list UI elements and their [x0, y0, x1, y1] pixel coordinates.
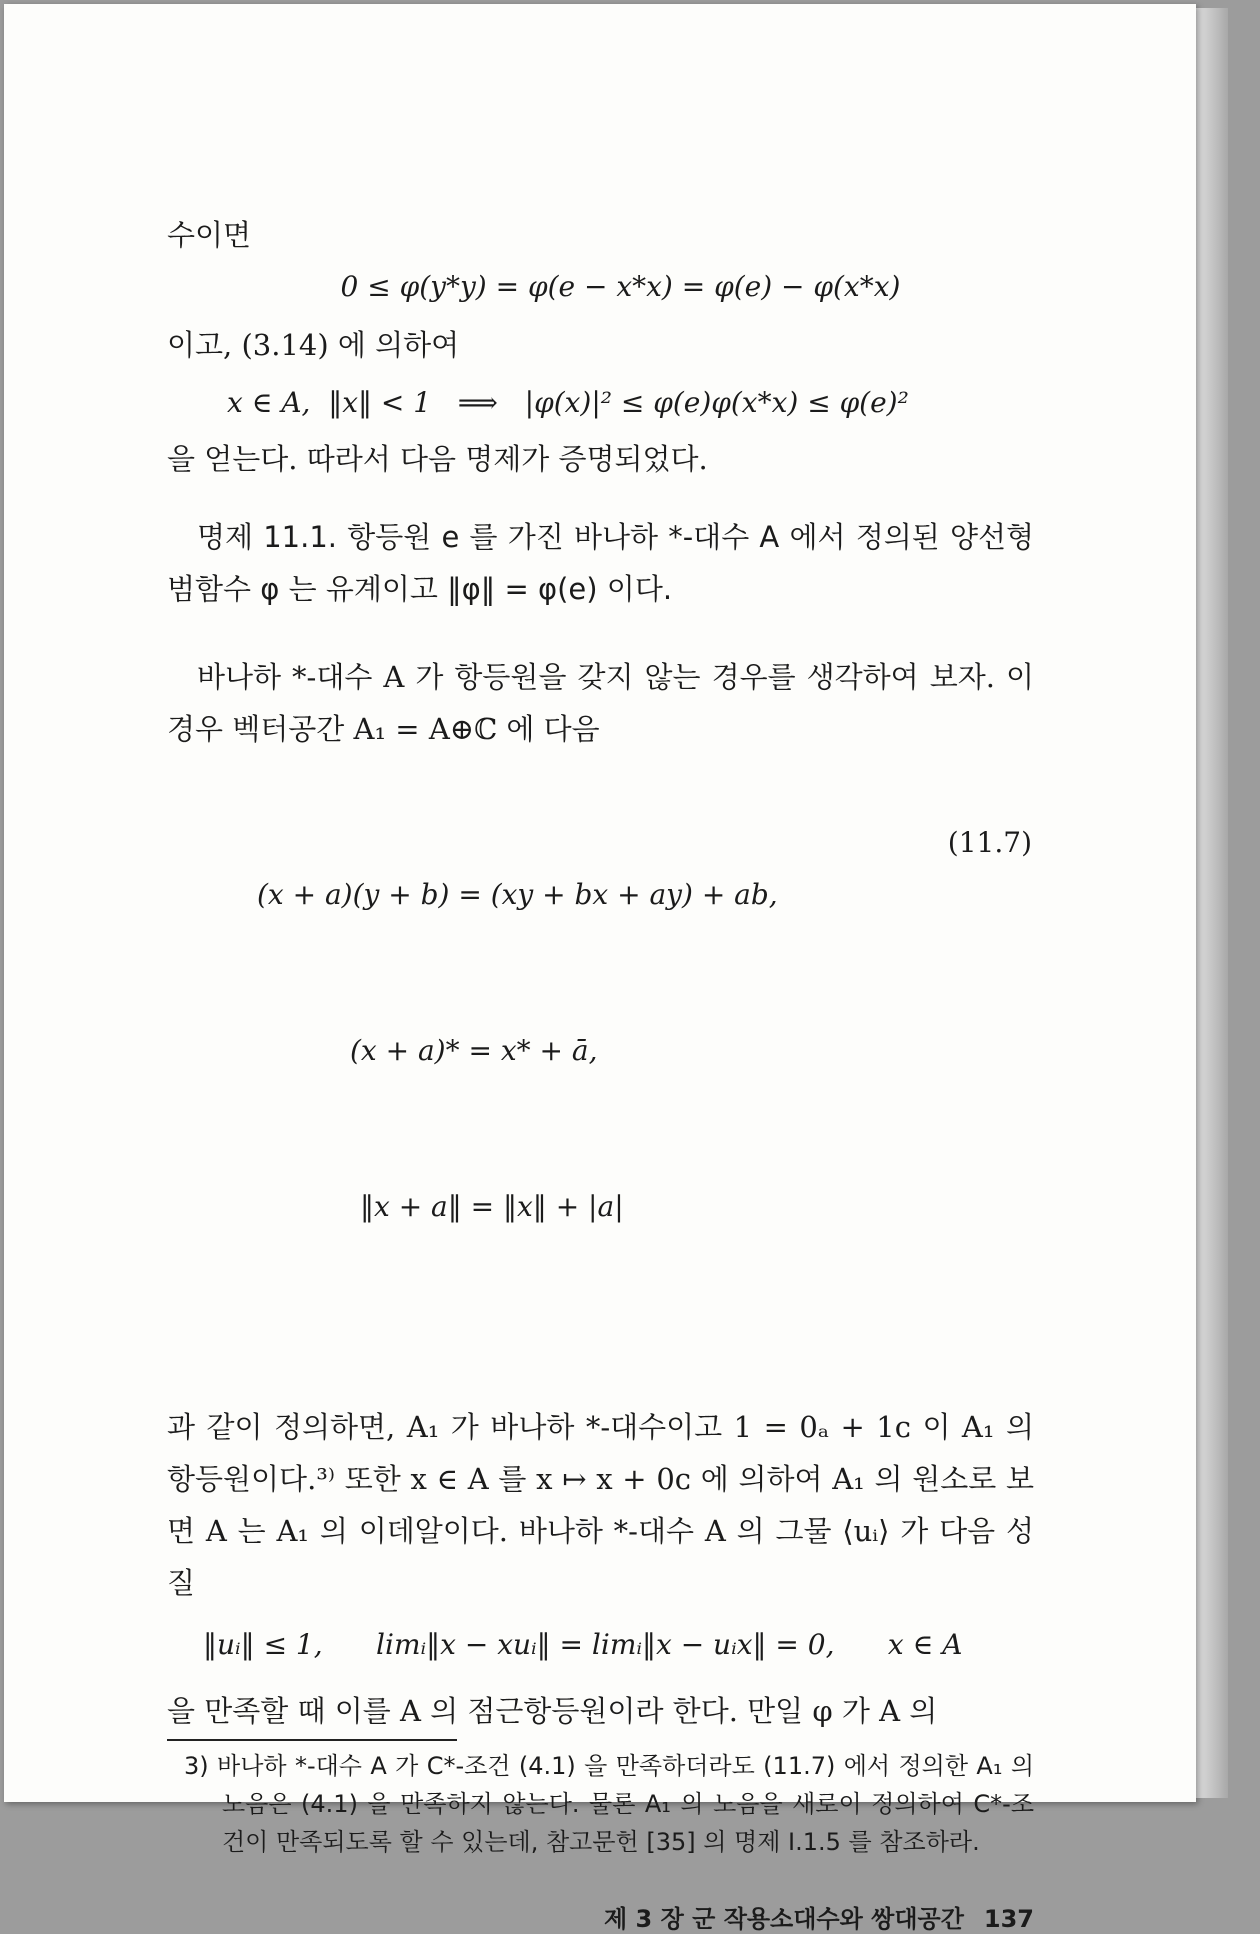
running-footer: [167, 1899, 1034, 1934]
paragraph: 과 같이 정의하면, A₁ 가 바나하 *-대수이고 1 = 0ₐ + 1ᴄ 이 A₁ 의 항등원이다.³⁾ 또한 x ∈ A 를 x ↦ x + 0ᴄ 에 의하여 A₁ 의 원소로 보면 A 는 A₁ 의 이데알이다. 바나하 *-대수 A 의 그물 ⟨uᵢ⟩ 가 다음 성질: [167, 1410, 1034, 1600]
equation-11-7: [167, 765, 1034, 1389]
paragraph: 바나하 *-대수 A 가 항등원을 갖지 않는 경우를 생각하여 보자. 이 경우 벡터공간 A₁ = A⊕ℂ 에 다음: [167, 660, 1034, 746]
page-number: 137: [983, 1905, 1034, 1933]
paragraph: 이고, (3.14) 에 의하여: [167, 328, 460, 362]
book-page: [4, 4, 1196, 1933]
footnote-3: 3) 바나하 *-대수 A 가 C*-조건 (4.1) 을 만족하더라도 (11.7) 에서 정의한 A₁ 의 노음은 (4.1) 을 만족하지 않는다. 물론 A₁ 의 노음을 새로이 정의하여 C*-조건이 만족되도록 할 수 있는데, 참고문헌 [35] 의 명제 I.1.5 를 참조하라.: [184, 1752, 1034, 1856]
paragraph: 을 얻는다. 따라서 다음 명제가 증명되었다.: [167, 442, 708, 476]
equation-line: ‖x + a‖ = ‖x‖ + |a|: [360, 1190, 624, 1223]
paragraph: 수이면: [167, 218, 252, 252]
chapter-title: 제 3 장 군 작용소대수와 쌍대공간: [604, 1905, 964, 1933]
equation: x ∈ A, ‖x‖ < 1 ⟹ |φ(x)|² ≤ φ(e)φ(x*x) ≤ φ(e)²: [227, 386, 909, 419]
equation-line: (x + a)(y + b) = (xy + bx + ay) + ab,: [257, 878, 778, 911]
equation: 0 ≤ φ(y*y) = φ(e − x*x) = φ(e) − φ(x*x): [340, 270, 901, 303]
equation: ‖uᵢ‖ ≤ 1, limᵢ‖x − xuᵢ‖ = limᵢ‖x − uᵢx‖ = 0, x ∈ A: [203, 1628, 963, 1661]
page-edge-shadow: [1192, 8, 1228, 1798]
footnote-rule: [167, 1739, 457, 1741]
equation-number: (11.7): [947, 826, 1032, 859]
proposition-11-1: 명제 11.1. 항등원 e 를 가진 바나하 *-대수 A 에서 정의된 양선형범함수 φ 는 유계이고 ‖φ‖ = φ(e) 이다.: [167, 520, 1034, 606]
page-body: [167, 209, 1034, 1934]
equation-line: (x + a)* = x* + ā,: [350, 1034, 598, 1067]
paragraph: 을 만족할 때 이를 A 의 점근항등원이라 한다. 만일 φ 가 A 의: [167, 1694, 938, 1728]
